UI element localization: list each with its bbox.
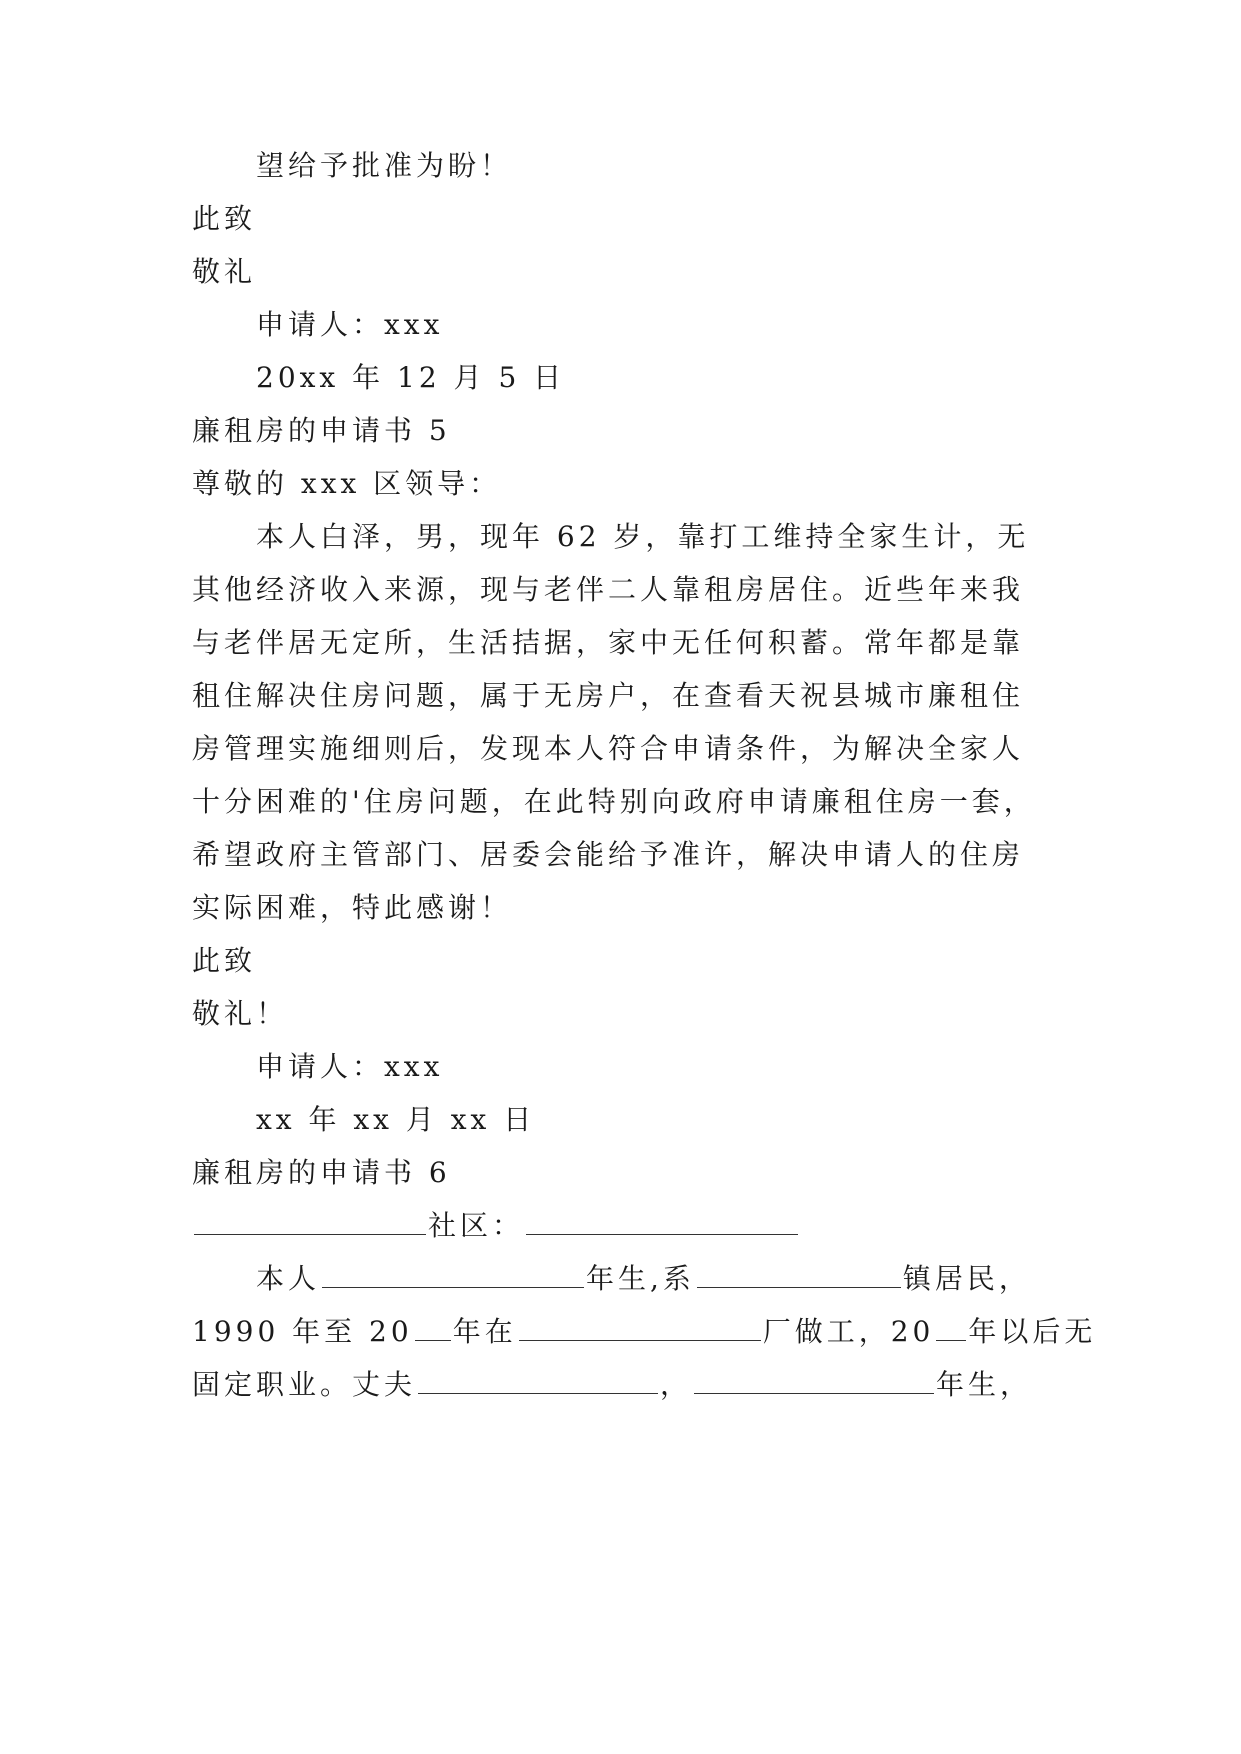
form-text: ，	[660, 1368, 693, 1401]
form-line	[256, 1250, 1072, 1308]
blank-underline	[194, 1200, 426, 1235]
form-text: 年生,系	[586, 1262, 695, 1295]
form-text: 年生，	[936, 1368, 1033, 1401]
letter-addressee: 尊敬的 xxx 区领导：	[192, 467, 502, 500]
body-line: 房管理实施细则后，发现本人符合申请条件，为解决全家人	[192, 732, 1025, 765]
blank-underline	[936, 1306, 966, 1341]
form-text: 厂做工，20	[762, 1315, 935, 1348]
applicant-signature: 申请人：xxx	[256, 1050, 444, 1083]
letter-heading: 廉租房的申请书 6	[192, 1156, 451, 1189]
form-text: 年以后无	[968, 1315, 1097, 1348]
signature-date: 20xx 年 12 月 5 日	[256, 361, 566, 394]
blank-underline	[415, 1306, 451, 1341]
form-text: 固定职业。丈夫	[192, 1368, 417, 1401]
body-line: 希望政府主管部门、居委会能给予准许，解决申请人的住房	[192, 838, 1025, 871]
blank-underline	[519, 1306, 761, 1341]
blank-underline	[694, 1359, 934, 1394]
letter-heading: 廉租房的申请书 5	[192, 414, 451, 447]
form-text: 镇居民，	[902, 1262, 1031, 1295]
form-text: 1990 年至 20	[192, 1315, 413, 1348]
body-line: 十分困难的'住房问题，在此特别向政府申请廉租住房一套，	[192, 785, 1036, 818]
body-line: 租住解决住房问题，属于无房户，在查看天祝县城市廉租住	[192, 679, 1025, 712]
form-text: 本人	[256, 1262, 321, 1295]
blank-underline	[697, 1253, 901, 1288]
salutation-line-2: 敬礼！	[192, 997, 289, 1030]
body-line: 实际困难，特此感谢！	[192, 891, 513, 924]
body-line: 本人白泽，男，现年 62 岁，靠打工维持全家生计，无	[256, 520, 1030, 553]
salutation-line-1: 此致	[192, 944, 257, 977]
letter-addressee	[192, 1197, 1072, 1255]
body-line: 与老伴居无定所，生活拮据，家中无任何积蓄。常年都是靠	[192, 626, 1025, 659]
blank-underline	[526, 1200, 798, 1235]
form-line	[192, 1303, 1097, 1361]
signature-date: xx 年 xx 月 xx 日	[256, 1103, 536, 1136]
salutation-line-1: 此致	[192, 202, 257, 235]
body-line: 其他经济收入来源，现与老伴二人靠租房居住。近些年来我	[192, 573, 1025, 606]
closing-request: 望给予批准为盼！	[256, 149, 513, 182]
form-line	[192, 1356, 1072, 1414]
form-text: 年在	[452, 1315, 517, 1348]
applicant-signature: 申请人：xxx	[256, 308, 444, 341]
blank-underline	[322, 1253, 584, 1288]
blank-underline	[418, 1359, 658, 1394]
addressee-suffix: 社区：	[428, 1209, 525, 1242]
salutation-line-2: 敬礼	[192, 255, 257, 288]
